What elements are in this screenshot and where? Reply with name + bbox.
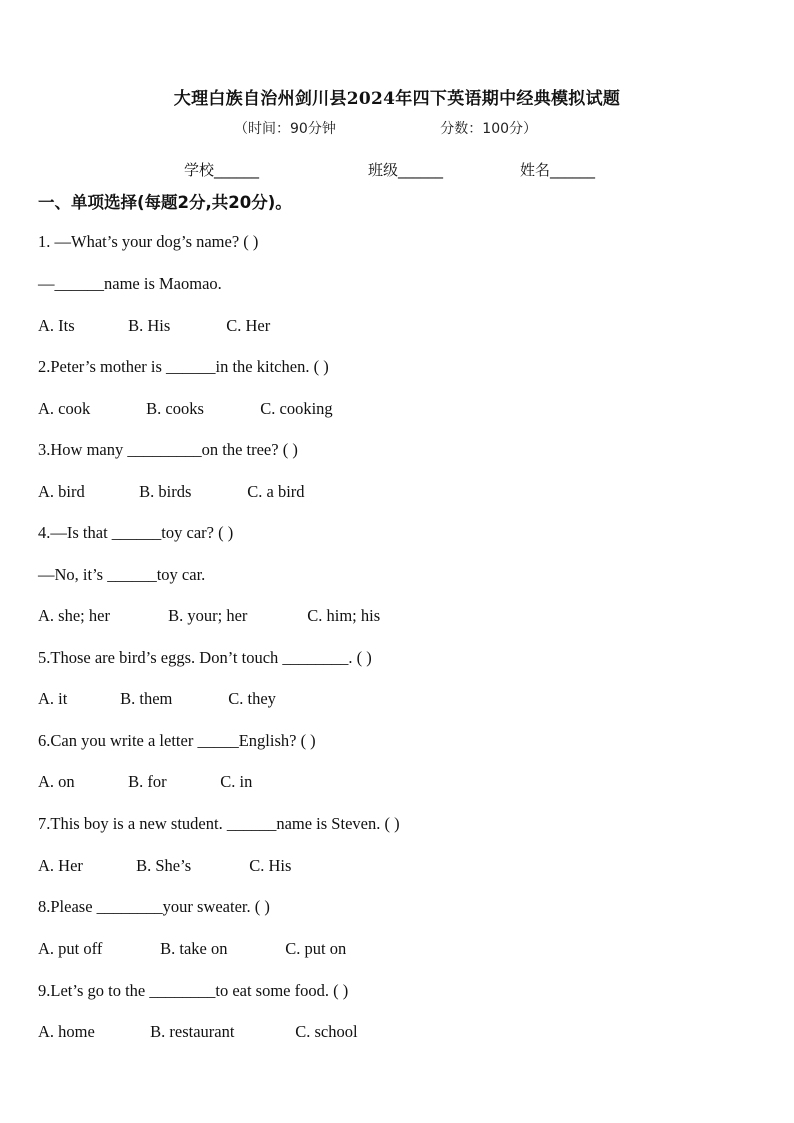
question-5-options <box>38 689 276 709</box>
school-field[interactable]: 学校______ <box>184 161 260 179</box>
question-4-stem: 4.—Is that ______toy car? ( ) <box>38 523 234 542</box>
option-b[interactable]: B. cooks <box>146 399 204 418</box>
question-8-options <box>38 939 346 959</box>
option-b[interactable]: B. them <box>120 689 173 708</box>
question-1-options <box>38 316 270 336</box>
exam-time: （时间：90分钟 <box>234 121 336 137</box>
option-b[interactable]: B. restaurant <box>150 1022 235 1041</box>
exam-score: 分数：100分） <box>440 121 538 137</box>
question-2-stem: 2.Peter’s mother is ______in the kitchen. ( ) <box>38 357 329 376</box>
exam-info <box>234 118 537 138</box>
option-c[interactable]: C. school <box>295 1022 358 1041</box>
option-b[interactable]: B. your; her <box>168 606 248 625</box>
section-title: 一、单项选择(每题2分,共20分)。 <box>38 193 292 212</box>
option-c[interactable]: C. put on <box>285 939 347 958</box>
option-b[interactable]: B. His <box>128 316 171 335</box>
name-field[interactable]: 姓名______ <box>520 161 596 179</box>
question-9-options <box>38 1022 358 1042</box>
option-c[interactable]: C. Her <box>226 316 271 335</box>
question-7-options <box>38 856 291 876</box>
question-2-options <box>38 399 333 419</box>
question-6-options <box>38 772 252 792</box>
question-7-stem: 7.This boy is a new student. ______name is Steven. ( ) <box>38 814 400 833</box>
question-3-stem: 3.How many _________on the tree? ( ) <box>38 440 298 459</box>
option-c[interactable]: C. in <box>220 772 253 791</box>
question-8-stem: 8.Please ________your sweater. ( ) <box>38 897 270 916</box>
option-a[interactable]: A. put off <box>38 939 103 958</box>
question-1-answer-line: —______name is Maomao. <box>38 274 222 293</box>
option-a[interactable]: A. it <box>38 689 68 708</box>
question-9-stem: 9.Let’s go to the ________to eat some food. ( ) <box>38 981 349 1000</box>
question-4-answer-line: —No, it’s ______toy car. <box>38 565 206 584</box>
exam-title: 大理白族自治州剑川县2024年四下英语期中经典模拟试题 <box>173 89 621 109</box>
option-c[interactable]: C. a bird <box>247 482 305 501</box>
option-c[interactable]: C. they <box>228 689 276 708</box>
option-b[interactable]: B. birds <box>139 482 192 501</box>
option-b[interactable]: B. take on <box>160 939 228 958</box>
question-6-stem: 6.Can you write a letter _____English? ( ) <box>38 731 316 750</box>
option-b[interactable]: B. She’s <box>136 856 192 875</box>
question-3-options <box>38 482 305 502</box>
option-a[interactable]: A. she; her <box>38 606 110 625</box>
option-a[interactable]: A. on <box>38 772 75 791</box>
option-a[interactable]: A. Its <box>38 316 75 335</box>
option-a[interactable]: A. cook <box>38 399 91 418</box>
question-5-stem: 5.Those are bird’s eggs. Don’t touch ________. ( ) <box>38 648 372 667</box>
question-4-options <box>38 606 380 626</box>
option-a[interactable]: A. bird <box>38 482 85 501</box>
option-b[interactable]: B. for <box>128 772 167 791</box>
option-c[interactable]: C. cooking <box>260 399 333 418</box>
question-1-stem: 1. —What’s your dog’s name? ( ) <box>38 232 259 251</box>
option-c[interactable]: C. His <box>249 856 292 875</box>
option-a[interactable]: A. Her <box>38 856 83 875</box>
option-c[interactable]: C. him; his <box>307 606 381 625</box>
class-field[interactable]: 班级______ <box>368 161 444 179</box>
option-a[interactable]: A. home <box>38 1022 95 1041</box>
